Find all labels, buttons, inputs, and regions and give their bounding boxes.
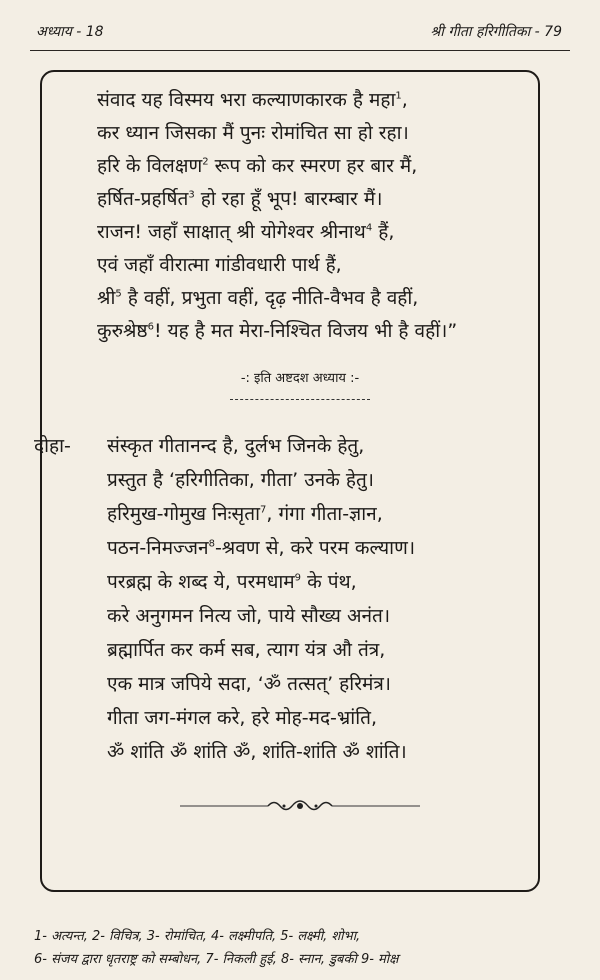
- doha-line: गीता जग-मंगल करे, हरे मोह-मद-भ्रांति,: [107, 707, 377, 729]
- footnote-line: 1- अत्यन्त, 2- विचित्र, 3- रोमांचित, 4- लक्ष्मीपति, 5- लक्ष्मी, शोभा,: [34, 929, 361, 944]
- doha-line: ॐ शांति ॐ शांति ॐ, शांति-शांति ॐ शांति।: [107, 741, 407, 763]
- dashed-divider: [230, 399, 370, 400]
- doha-line: एक मात्र जपिये सदा, ‘ॐ तत्सत्’ हरिमंत्र।: [107, 673, 392, 695]
- doha-line: हरिमुख-गोमुख निःसृता$^7$, गंगा गीता-ज्ञान,: [107, 503, 383, 525]
- verse-line: श्री$^5$ है वहीं, प्रभुता वहीं, दृढ़ नीति-वैभव है वहीं,: [97, 287, 419, 309]
- doha-line: परब्रह्म के शब्द ये, परमधाम$^9$ के पंथ,: [107, 571, 357, 593]
- doha-line: संस्कृत गीतानन्द है, दुर्लभ जिनके हेतु,: [107, 435, 365, 457]
- doha-line: पठन-निमज्जन$^8$-श्रवण से, करे परम कल्याण।: [107, 537, 416, 559]
- header-book-page: श्री गीता हरिगीतिका - 79: [430, 24, 562, 40]
- verse-line: राजन! जहाँ साक्षात् श्री योगेश्वर श्रीनाथ$^4$ हैं,: [97, 221, 395, 243]
- header-chapter: अध्याय - 18: [36, 24, 104, 40]
- verse-line: एवं जहाँ वीरात्मा गांडीवधारी पार्थ हैं,: [97, 254, 342, 276]
- doha-label: दोहा-: [34, 435, 71, 457]
- verse-line: हर्षित-प्रहर्षित$^3$ हो रहा हूँ भूप! बारम्बार मैं।: [97, 188, 383, 210]
- verse-line: हरि के विलक्षण$^2$ रूप को कर स्मरण हर बार मैं,: [97, 155, 418, 177]
- doha-line: ब्रह्मार्पित कर कर्म सब, त्याग यंत्र औ तंत्र,: [107, 639, 386, 661]
- chapter-end-line: -: इति अष्टदश अध्याय :-: [240, 371, 360, 386]
- verse-line: संवाद यह विस्मय भरा कल्याणकारक है महा$^1$,: [97, 89, 408, 111]
- header-rule: [30, 50, 570, 51]
- verse-line: कुरुश्रेष्ठ$^6$! यह है मत मेरा-निश्चित विजय भी है वहीं।”: [97, 320, 458, 342]
- verse-line: कर ध्यान जिसका मैं पुनः रोमांचित सा हो रहा।: [97, 122, 409, 144]
- footnote-line: 6- संजय द्वारा धृतराष्ट्र को सम्बोधन, 7- निकली हुई, 8- स्नान, डुबकी 9- मोक्ष: [34, 952, 399, 967]
- doha-line: करे अनुगमन नित्य जो, पाये सौख्य अनंत।: [107, 605, 391, 627]
- ornament-divider: [180, 796, 420, 816]
- doha-line: प्रस्तुत है ‘हरिगीतिका, गीता’ उनके हेतु।: [107, 469, 374, 491]
